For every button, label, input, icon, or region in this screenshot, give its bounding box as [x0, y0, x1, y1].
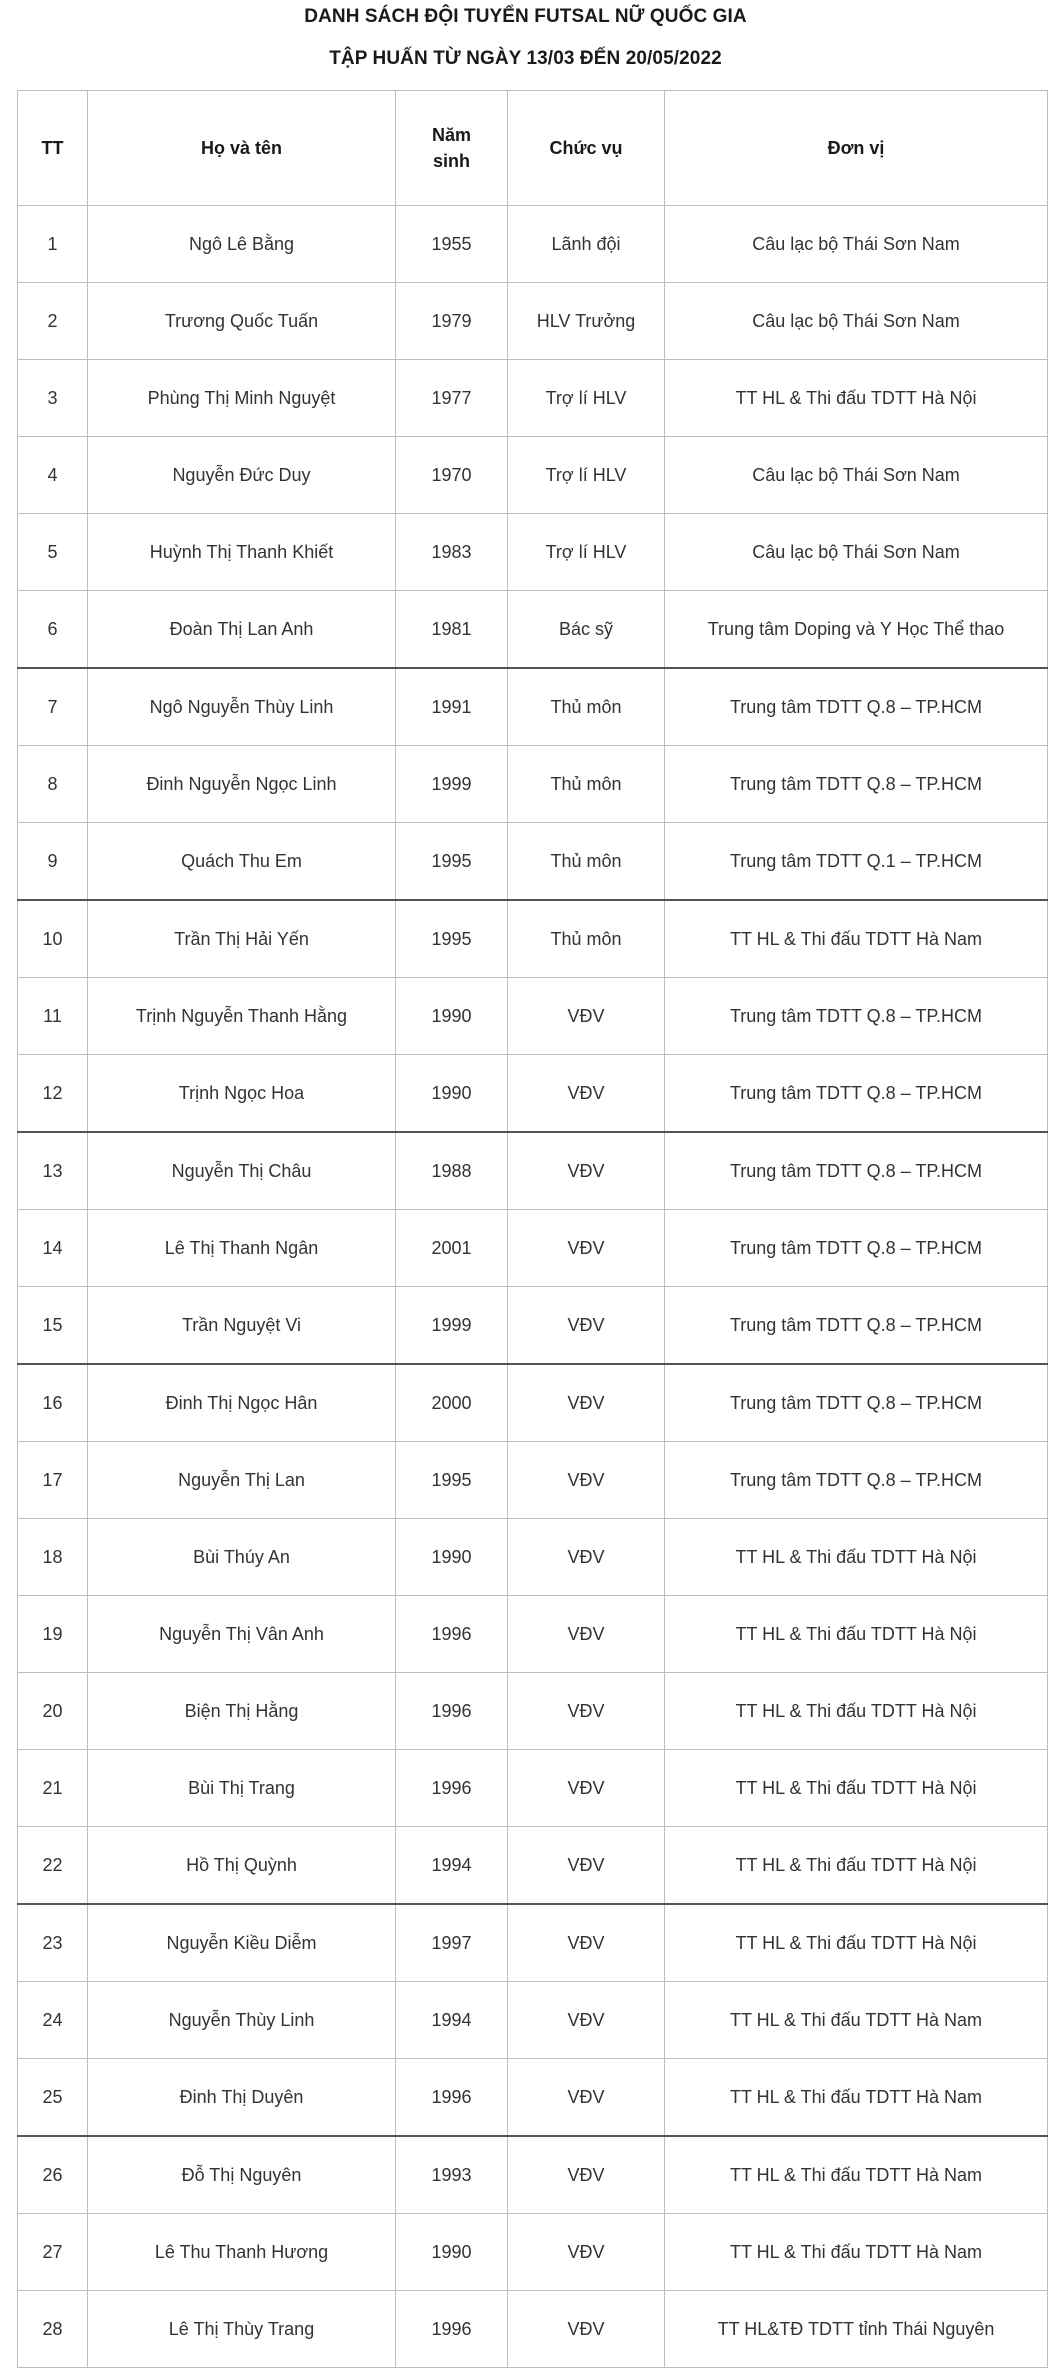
cell-unit: Trung tâm Doping và Y Học Thể thao	[665, 591, 1048, 669]
header-tt: TT	[18, 91, 88, 206]
cell-tt: 9	[18, 823, 88, 901]
cell-tt: 19	[18, 1596, 88, 1673]
cell-year: 1993	[396, 2136, 508, 2214]
cell-name: Quách Thu Em	[88, 823, 396, 901]
table-row	[18, 2136, 1048, 2214]
cell-unit: TT HL & Thi đấu TDTT Hà Nam	[665, 900, 1048, 978]
cell-name: Ngô Nguyễn Thùy Linh	[88, 668, 396, 746]
cell-name: Trần Nguyệt Vi	[88, 1287, 396, 1365]
cell-name: Nguyễn Đức Duy	[88, 437, 396, 514]
table-row	[18, 1442, 1048, 1519]
cell-name: Trương Quốc Tuấn	[88, 283, 396, 360]
cell-unit: Câu lạc bộ Thái Sơn Nam	[665, 514, 1048, 591]
cell-unit: Trung tâm TDTT Q.1 – TP.HCM	[665, 823, 1048, 901]
cell-tt: 23	[18, 1904, 88, 1982]
cell-year: 2000	[396, 1364, 508, 1442]
cell-unit: Trung tâm TDTT Q.8 – TP.HCM	[665, 1364, 1048, 1442]
cell-unit: Trung tâm TDTT Q.8 – TP.HCM	[665, 746, 1048, 823]
cell-name: Bùi Thúy An	[88, 1519, 396, 1596]
table-row	[18, 1673, 1048, 1750]
cell-tt: 24	[18, 1982, 88, 2059]
cell-tt: 22	[18, 1827, 88, 1905]
cell-tt: 20	[18, 1673, 88, 1750]
cell-year: 2001	[396, 1210, 508, 1287]
cell-tt: 21	[18, 1750, 88, 1827]
table-row	[18, 746, 1048, 823]
cell-role: VĐV	[508, 1210, 665, 1287]
cell-year: 1995	[396, 900, 508, 978]
cell-tt: 6	[18, 591, 88, 669]
cell-year: 1996	[396, 2059, 508, 2137]
cell-year: 1999	[396, 1287, 508, 1365]
cell-year: 1999	[396, 746, 508, 823]
cell-name: Nguyễn Thị Lan	[88, 1442, 396, 1519]
table-row	[18, 591, 1048, 669]
cell-year: 1996	[396, 1750, 508, 1827]
cell-name: Trịnh Ngọc Hoa	[88, 1055, 396, 1133]
cell-unit: Trung tâm TDTT Q.8 – TP.HCM	[665, 1287, 1048, 1365]
cell-unit: Trung tâm TDTT Q.8 – TP.HCM	[665, 978, 1048, 1055]
table-row	[18, 1982, 1048, 2059]
cell-name: Đinh Thị Duyên	[88, 2059, 396, 2137]
cell-tt: 2	[18, 283, 88, 360]
table-row	[18, 2214, 1048, 2291]
cell-name: Đoàn Thị Lan Anh	[88, 591, 396, 669]
cell-name: Nguyễn Kiều Diễm	[88, 1904, 396, 1982]
table-row	[18, 1904, 1048, 1982]
cell-role: Thủ môn	[508, 746, 665, 823]
cell-tt: 13	[18, 1132, 88, 1210]
cell-unit: Câu lạc bộ Thái Sơn Nam	[665, 283, 1048, 360]
cell-name: Biện Thị Hằng	[88, 1673, 396, 1750]
cell-tt: 26	[18, 2136, 88, 2214]
table-row	[18, 360, 1048, 437]
cell-unit: TT HL & Thi đấu TDTT Hà Nội	[665, 1673, 1048, 1750]
cell-role: Thủ môn	[508, 668, 665, 746]
table-row	[18, 1750, 1048, 1827]
cell-tt: 28	[18, 2291, 88, 2368]
cell-role: HLV Trưởng	[508, 283, 665, 360]
table-row	[18, 206, 1048, 283]
cell-role: Trợ lí HLV	[508, 360, 665, 437]
cell-tt: 5	[18, 514, 88, 591]
table-row	[18, 1287, 1048, 1365]
cell-year: 1990	[396, 978, 508, 1055]
cell-unit: TT HL & Thi đấu TDTT Hà Nam	[665, 2214, 1048, 2291]
cell-tt: 3	[18, 360, 88, 437]
cell-name: Đỗ Thị Nguyên	[88, 2136, 396, 2214]
cell-name: Lê Thị Thanh Ngân	[88, 1210, 396, 1287]
cell-role: Trợ lí HLV	[508, 514, 665, 591]
cell-year: 1996	[396, 2291, 508, 2368]
cell-year: 1977	[396, 360, 508, 437]
table-row	[18, 668, 1048, 746]
cell-year: 1970	[396, 437, 508, 514]
cell-year: 1983	[396, 514, 508, 591]
table-row	[18, 437, 1048, 514]
cell-year: 1995	[396, 823, 508, 901]
cell-unit: TT HL & Thi đấu TDTT Hà Nội	[665, 1750, 1048, 1827]
cell-year: 1994	[396, 1982, 508, 2059]
cell-tt: 12	[18, 1055, 88, 1133]
document-title: DANH SÁCH ĐỘI TUYỂN FUTSAL NỮ QUỐC GIA	[304, 6, 747, 27]
cell-role: VĐV	[508, 1750, 665, 1827]
cell-unit: TT HL & Thi đấu TDTT Hà Nội	[665, 1904, 1048, 1982]
cell-name: Ngô Lê Bằng	[88, 206, 396, 283]
cell-role: VĐV	[508, 1673, 665, 1750]
cell-role: VĐV	[508, 1982, 665, 2059]
cell-tt: 8	[18, 746, 88, 823]
table-row	[18, 823, 1048, 901]
cell-name: Trịnh Nguyễn Thanh Hằng	[88, 978, 396, 1055]
table-row	[18, 2291, 1048, 2368]
cell-name: Lê Thu Thanh Hương	[88, 2214, 396, 2291]
cell-name: Hồ Thị Quỳnh	[88, 1827, 396, 1905]
cell-role: VĐV	[508, 1442, 665, 1519]
cell-year: 1991	[396, 668, 508, 746]
cell-name: Bùi Thị Trang	[88, 1750, 396, 1827]
cell-role: Thủ môn	[508, 900, 665, 978]
cell-year: 1990	[396, 1055, 508, 1133]
table-body	[18, 206, 1048, 2368]
cell-name: Lê Thị Thùy Trang	[88, 2291, 396, 2368]
table-row	[18, 978, 1048, 1055]
cell-unit: Trung tâm TDTT Q.8 – TP.HCM	[665, 1055, 1048, 1133]
cell-role: VĐV	[508, 1055, 665, 1133]
cell-year: 1955	[396, 206, 508, 283]
table-row	[18, 1827, 1048, 1905]
cell-role: VĐV	[508, 1596, 665, 1673]
cell-tt: 25	[18, 2059, 88, 2137]
cell-name: Nguyễn Thị Châu	[88, 1132, 396, 1210]
cell-year: 1988	[396, 1132, 508, 1210]
cell-role: Thủ môn	[508, 823, 665, 901]
cell-role: VĐV	[508, 2059, 665, 2137]
cell-unit: Câu lạc bộ Thái Sơn Nam	[665, 206, 1048, 283]
cell-name: Nguyễn Thùy Linh	[88, 1982, 396, 2059]
cell-name: Đinh Nguyễn Ngọc Linh	[88, 746, 396, 823]
cell-name: Huỳnh Thị Thanh Khiết	[88, 514, 396, 591]
cell-role: Trợ lí HLV	[508, 437, 665, 514]
table-row	[18, 1055, 1048, 1133]
cell-tt: 7	[18, 668, 88, 746]
table-header-row	[18, 91, 1048, 206]
cell-unit: Trung tâm TDTT Q.8 – TP.HCM	[665, 668, 1048, 746]
cell-unit: TT HL & Thi đấu TDTT Hà Nam	[665, 2059, 1048, 2137]
cell-role: VĐV	[508, 1827, 665, 1905]
cell-role: VĐV	[508, 2291, 665, 2368]
cell-tt: 17	[18, 1442, 88, 1519]
cell-name: Trần Thị Hải Yến	[88, 900, 396, 978]
cell-tt: 1	[18, 206, 88, 283]
cell-unit: Trung tâm TDTT Q.8 – TP.HCM	[665, 1442, 1048, 1519]
cell-tt: 18	[18, 1519, 88, 1596]
table-row	[18, 514, 1048, 591]
header-unit: Đơn vị	[665, 91, 1048, 206]
table-row	[18, 2059, 1048, 2137]
cell-year: 1996	[396, 1596, 508, 1673]
table-row	[18, 1132, 1048, 1210]
cell-tt: 15	[18, 1287, 88, 1365]
cell-unit: TT HL & Thi đấu TDTT Hà Nội	[665, 360, 1048, 437]
table-row	[18, 1364, 1048, 1442]
cell-tt: 4	[18, 437, 88, 514]
cell-year: 1995	[396, 1442, 508, 1519]
cell-tt: 27	[18, 2214, 88, 2291]
header-year: Năm sinh	[396, 91, 508, 206]
cell-unit: TT HL & Thi đấu TDTT Hà Nội	[665, 1827, 1048, 1905]
cell-role: VĐV	[508, 2136, 665, 2214]
document-subtitle: TẬP HUẤN TỪ NGÀY 13/03 ĐẾN 20/05/2022	[329, 48, 722, 69]
roster-table	[17, 90, 1048, 2368]
cell-unit: Trung tâm TDTT Q.8 – TP.HCM	[665, 1132, 1048, 1210]
cell-year: 1981	[396, 591, 508, 669]
cell-year: 1979	[396, 283, 508, 360]
table-row	[18, 1519, 1048, 1596]
cell-name: Đinh Thị Ngọc Hân	[88, 1364, 396, 1442]
cell-tt: 16	[18, 1364, 88, 1442]
cell-name: Phùng Thị Minh Nguyệt	[88, 360, 396, 437]
cell-name: Nguyễn Thị Vân Anh	[88, 1596, 396, 1673]
cell-unit: Câu lạc bộ Thái Sơn Nam	[665, 437, 1048, 514]
table-row	[18, 1596, 1048, 1673]
cell-tt: 14	[18, 1210, 88, 1287]
cell-role: VĐV	[508, 1904, 665, 1982]
cell-tt: 11	[18, 978, 88, 1055]
table-row	[18, 1210, 1048, 1287]
header-role: Chức vụ	[508, 91, 665, 206]
table-row	[18, 283, 1048, 360]
header-name: Họ và tên	[88, 91, 396, 206]
cell-role: VĐV	[508, 1287, 665, 1365]
cell-year: 1994	[396, 1827, 508, 1905]
cell-role: VĐV	[508, 978, 665, 1055]
cell-year: 1990	[396, 1519, 508, 1596]
table-row	[18, 900, 1048, 978]
cell-year: 1997	[396, 1904, 508, 1982]
cell-unit: TT HL & Thi đấu TDTT Hà Nam	[665, 2136, 1048, 2214]
cell-unit: TT HL & Thi đấu TDTT Hà Nội	[665, 1519, 1048, 1596]
cell-role: VĐV	[508, 1364, 665, 1442]
cell-unit: TT HL&TĐ TDTT tỉnh Thái Nguyên	[665, 2291, 1048, 2368]
cell-role: VĐV	[508, 1519, 665, 1596]
cell-role: VĐV	[508, 2214, 665, 2291]
cell-role: VĐV	[508, 1132, 665, 1210]
cell-year: 1996	[396, 1673, 508, 1750]
cell-tt: 10	[18, 900, 88, 978]
cell-year: 1990	[396, 2214, 508, 2291]
cell-role: Lãnh đội	[508, 206, 665, 283]
cell-role: Bác sỹ	[508, 591, 665, 669]
cell-unit: TT HL & Thi đấu TDTT Hà Nam	[665, 1982, 1048, 2059]
cell-unit: TT HL & Thi đấu TDTT Hà Nội	[665, 1596, 1048, 1673]
cell-unit: Trung tâm TDTT Q.8 – TP.HCM	[665, 1210, 1048, 1287]
